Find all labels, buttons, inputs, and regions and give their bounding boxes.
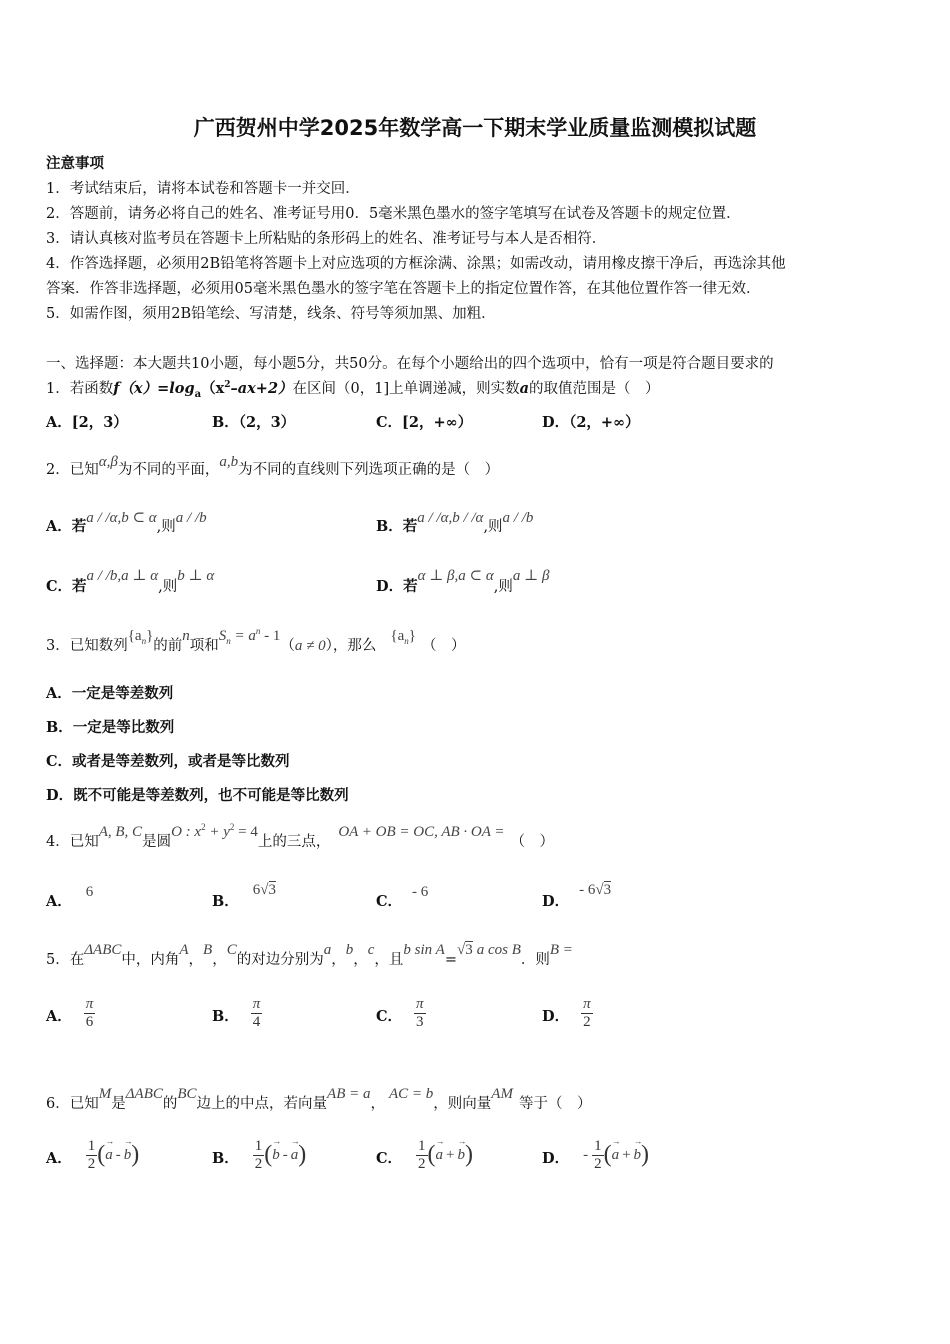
q6-option-d[interactable]: D． - $\frac{1}{2}$ (→ a +→ b)	[542, 1138, 649, 1172]
q1-option-b[interactable]: B．（2，3）	[212, 414, 296, 431]
q6-option-a[interactable]: A． $\frac{1}{2}$ (→ a -→ b)	[46, 1138, 139, 1172]
q4-option-d[interactable]: D．- 6√3	[542, 882, 612, 910]
notice-item: 3．请认真核对监考员在答题卡上所粘贴的条形码上的姓名、准考证号与本人是否相符．	[46, 231, 607, 247]
notice-item: 2．答题前，请务必将自己的姓名、准考证号用0．5毫米黑色墨水的签字笔填写在试卷及答题卡的规定位置．	[46, 206, 741, 222]
notice-heading: 注意事项	[46, 155, 104, 172]
notice-item: 1．考试结束后，请将本试卷和答题卡一并交回．	[46, 181, 360, 197]
q2-option-c[interactable]: C．若a / /b,a ⊥ α,则b ⊥ α	[46, 568, 215, 595]
q3-option-b[interactable]: B．一定是等比数列	[46, 719, 175, 736]
question-1: 1．若函数$f(x)=\log_a(x^2-ax+2)$在区间（0，1]上单调递减，则实数a的取值范围是（ ）	[46, 380, 660, 400]
q2-option-d[interactable]: D．若α ⊥ β,a ⊂ α,则a ⊥ β	[376, 568, 550, 595]
section-heading: 一、选择题：本大题共10小题，每小题5分，共50分。在每个小题给出的四个选项中，恰有一项是符合题目要求的	[46, 356, 774, 372]
q2-option-b[interactable]: B．若a / /α,b / /α,则a / /b	[376, 510, 534, 535]
page-title: 广西贺州中学2025年数学高一下期末学业质量监测模拟试题	[193, 116, 757, 140]
q5-option-c[interactable]: C． $\frac{\pi}{3}$	[376, 996, 424, 1030]
question-5: 5．在ΔABC中，内角A，B，C的对边分别为a，b，c，且b sin A=√3 a cos B．则B =	[46, 942, 573, 968]
notice-item: 答案．作答非选择题，必须用05毫米黑色墨水的签字笔在答题卡上的指定位置作答，在其他位置作答一律无效．	[46, 281, 761, 297]
q4-option-a[interactable]: A．6	[46, 884, 94, 910]
q5-option-b[interactable]: B． $\frac{\pi}{4}$	[212, 996, 261, 1030]
q5-option-a[interactable]: A． $\frac{\pi}{6}$	[46, 996, 94, 1030]
question-2: 2．已知α,β为不同的平面，a,b为不同的直线则下列选项正确的是（ ）	[46, 454, 500, 478]
question-3: 3．已知数列$\{a_n\}$的前n项和$S_n = a^n - 1(a \ne 0)$，那么$\{a_n\}$（ ）	[46, 626, 466, 654]
q3-option-d[interactable]: D．既不可能是等差数列，也不可能是等比数列	[46, 787, 349, 804]
q1-option-c[interactable]: C．[2，+∞）	[376, 414, 473, 431]
q6-option-b[interactable]: B． $\frac{1}{2}$ (→ b -→ a)	[212, 1138, 306, 1172]
q5-option-d[interactable]: D． $\frac{\pi}{2}$	[542, 996, 591, 1030]
q4-option-b[interactable]: B．6√3	[212, 882, 276, 910]
question-4: 4．已知A, B, C是圆O : $x^2 + y^2 = 4$上的三点，OA + OB = OC, AB · OA =（ ）	[46, 822, 555, 850]
q3-option-c[interactable]: C．或者是等差数列，或者是等比数列	[46, 753, 290, 770]
notice-item: 5．如需作图，须用2B铅笔绘、写清楚，线条、符号等须加黑、加粗．	[46, 306, 496, 322]
q2-option-a[interactable]: A．若a / /α,b ⊂ α,则a / /b	[46, 510, 207, 535]
question-6: 6．已知M是ΔABC的BC边上的中点，若向量AB = a，AC = b，则向量AM等于（ ）	[46, 1086, 592, 1112]
q1-option-a[interactable]: A．[2，3）	[46, 414, 128, 431]
q4-option-c[interactable]: C．- 6	[376, 884, 429, 910]
q3-option-a[interactable]: A．一定是等差数列	[46, 685, 174, 702]
notice-item: 4．作答选择题，必须用2B铅笔将答题卡上对应选项的方框涂满、涂黑；如需改动，请用橡皮擦干净后，再选涂其他	[46, 256, 786, 272]
q1-option-d[interactable]: D．（2，+∞）	[542, 414, 640, 431]
q6-option-c[interactable]: C． $\frac{1}{2}$ (→ a +→ b)	[376, 1138, 473, 1172]
